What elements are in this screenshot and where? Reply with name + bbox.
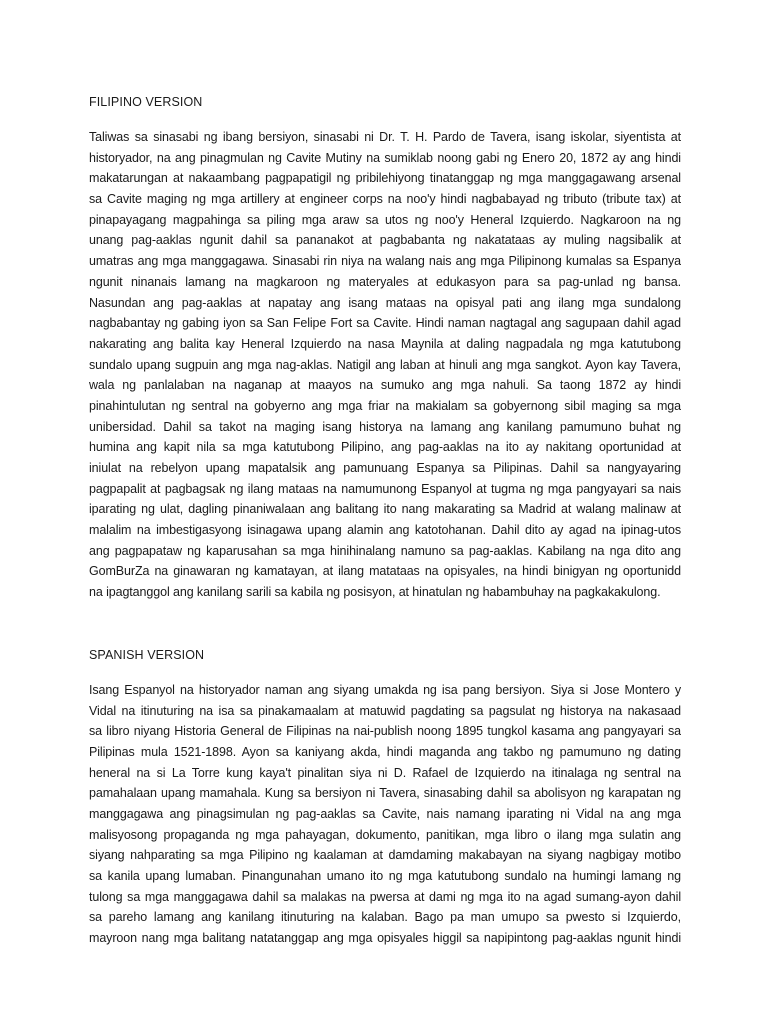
- text-line: mayroon nang mga balitang natatanggap ang mga opisyales higgil sa napipintong pag-aaklas ngunit hindi: [89, 931, 681, 946]
- text-line: Pilipinas mula 1521-1898. Ayon sa kaniyang akda, hindi maganda ang takbo ng pamumuno ng dating: [89, 744, 681, 759]
- text-line: sa pareho lamang ang kanilang itinuturing na kalaban. Bago pa man umupo sa pwesto si Izquierdo,: [89, 910, 681, 925]
- document-body: [89, 92, 681, 949]
- text-line: Isang Espanyol na historyador naman ang siyang umakda ng isa pang bersiyon. Siya si Jose Montero y: [89, 682, 681, 697]
- text-line: historyador, na ang pinagmulan ng Cavite Mutiny na sumiklab noong gabi ng Enero 20, 1872 ay ang hindi: [89, 150, 681, 165]
- text-line: pagpapalit at pagbagsak ng ilang mataas na namumunong Espanyol at tugma ng mga pangyayari sa nais: [89, 481, 681, 496]
- text-line: Nasundan ang pag-aaklas at napatay ang isang mataas na opisyal pati ang ilang mga sundalong: [89, 295, 681, 310]
- section-heading-filipino: FILIPINO VERSION: [89, 95, 203, 109]
- text-line: umatras ang mga manggagawa. Sinasabi rin niya na walang nais ang mga Pilipinong kumalas sa Espanya: [89, 254, 681, 269]
- text-line: sa libro niyang Historia General de Filipinas na nai-publish noong 1895 tungkol kasama ang pangyayari sa: [89, 724, 681, 739]
- text-line: sa kanila upang lumaban. Pinangunahan umano ito ng mga katutubong sundalo na humingi lamang ng: [89, 869, 681, 883]
- text-line: Vidal na itinuturing na isa sa pinakamaalam at matuwid pagdating sa pagsulat ng historya na nakasaad: [89, 703, 681, 718]
- text-line: unibersidad. Dahil sa takot na maging isang historya na lamang ang kanilang pamumuno buhat ng: [89, 419, 681, 434]
- text-line: GomBurZa na ginawaran ng kamatayan, at ilang matataas na opisyales, na hindi binigyan ng oportunidd: [89, 564, 681, 579]
- text-line: tulong sa mga manggagawa dahil sa malakas na pwersa at dami ng mga ito na agad sumang-ayon dahil: [89, 889, 681, 904]
- text-line: nagbabantay ng gabing iyon sa San Felipe Fort sa Cavite. Hindi naman nagtagal ang sagupaan dahil agad: [89, 316, 681, 331]
- text-line: heneral na si La Torre kung kaya't pinalitan siya ni D. Rafael de Izquierdo na itinalaga ng sentral na: [89, 765, 681, 780]
- text-line: sa Cavite maging ng mga artillery at engineer corps na noo'y hindi nagbabayad ng tributo (tribute tax) at: [89, 192, 681, 207]
- paragraph-spanish: [89, 680, 681, 949]
- text-line: ang pagpapataw ng kaparusahan sa mga hinihinalang namuno sa pag-aaklas. Kabilang na nga dito ang: [89, 543, 681, 558]
- paragraph-filipino: [89, 127, 681, 603]
- text-line: ngunit ninanais lamang na magkaroon ng materyales at edukasyon para sa pag-unlad ng bansa.: [89, 274, 681, 289]
- text-line: manggagawa ang pinagsimulan ng pag-aaklas sa Cavite, nais namang iparating ni Vidal na ang mga: [89, 806, 681, 821]
- text-line: na ipagtanggol ang kanilang sarili sa kabila ng posisyon, at hinatulan ng habambuhay na pagkakakulong.: [89, 585, 661, 600]
- text-line: sundalo upang sugpuin ang mga nag-aklas. Natigil ang laban at hinuli ang mga sangkot. Ayon kay Tavera,: [89, 357, 681, 372]
- text-line: iparating ng ulat, dagling pinaniwalaan ang balitang ito nang makarating sa Madrid at walang malinaw at: [89, 502, 681, 517]
- text-line: pinahintulutan ng sentral na gobyerno ang mga friar na makialam sa gobyernong sibil maging sa mga: [89, 398, 681, 413]
- text-line: siyang nahparating sa mga Pilipino ng kaalaman at damdaming makabayan na siyang nagbigay motibo: [89, 848, 681, 863]
- text-line: humina ang kapit nila sa mga katutubong Pilipino, ang pag-aaklas na ito ay nakitang oportunidad at: [89, 440, 681, 455]
- text-line: iniulat na rebelyon upang mapatalsik ang pamunuang Espanya sa Pilipinas. Dahil sa nangyayaring: [89, 461, 681, 475]
- text-line: nakarating ang balita kay Heneral Izquierdo na nasa Maynila at daling nagpadala ng mga katutubong: [89, 336, 681, 351]
- text-line: wala ng panlalaban na naganap at maayos na sumuko ang mga nahuli. Sa taong 1872 ay hindi: [89, 378, 681, 393]
- text-line: Taliwas sa sinasabi ng ibang bersiyon, sinasabi ni Dr. T. H. Pardo de Tavera, isang iskolar, siyentista at: [89, 130, 681, 144]
- text-line: unang pag-aaklas ngunit dahil sa pananakot at pagbabanta ng nakatataas ay muling nagsibalik at: [89, 233, 681, 248]
- section-gap: [89, 603, 681, 645]
- text-line: malalim na imbestigasyong isinagawa upang alamin ang katotohanan. Dahil dito ay agad na ipinag-utos: [89, 523, 681, 538]
- text-line: pinapayagang magpahinga sa piling mga araw sa utos ng noo'y Heneral Izquierdo. Nagkaroon na ng: [89, 212, 681, 227]
- text-line: makatarungan at nakaambang pagpapatigil ng pribilehiyong tinatanggap ng mga manggagawang arsenal: [89, 171, 681, 186]
- section-heading-spanish: SPANISH VERSION: [89, 647, 205, 662]
- text-line: malisyosong propaganda ng mga pahayagan, dokumento, panitikan, mga libro o ilang mga sulatin ang: [89, 827, 681, 842]
- text-line: pamahalaan upang mamahala. Kung sa bersiyon ni Tavera, sinasabing dahil sa abolisyon ng karapatan ng: [89, 786, 681, 801]
